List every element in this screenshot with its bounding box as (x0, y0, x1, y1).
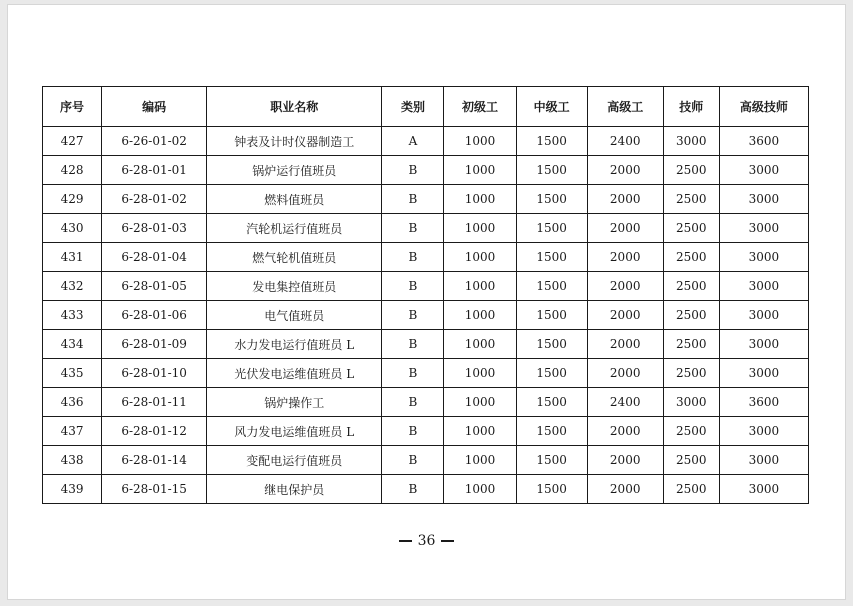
cell-occupation-name: 锅炉操作工 (207, 388, 382, 417)
cell-senior-technician: 3000 (719, 359, 808, 388)
cell-intermediate: 1500 (516, 475, 587, 504)
cell-senior: 2400 (587, 127, 663, 156)
cell-category: B (382, 359, 444, 388)
cell-senior: 2000 (587, 156, 663, 185)
cell-technician: 2500 (663, 272, 719, 301)
cell-code: 6-28-01-10 (102, 359, 207, 388)
cell-technician: 2500 (663, 214, 719, 243)
page-footer (8, 533, 845, 549)
cell-junior: 1000 (444, 156, 516, 185)
cell-category: B (382, 301, 444, 330)
cell-senior-technician: 3000 (719, 214, 808, 243)
cell-occupation-name: 水力发电运行值班员 L (207, 330, 382, 359)
cell-index: 437 (43, 417, 102, 446)
table-row (43, 417, 809, 446)
cell-technician: 3000 (663, 127, 719, 156)
cell-index: 431 (43, 243, 102, 272)
cell-category: B (382, 185, 444, 214)
cell-code: 6-28-01-01 (102, 156, 207, 185)
cell-junior: 1000 (444, 446, 516, 475)
header-senior-technician: 高级技师 (719, 87, 808, 127)
cell-technician: 2500 (663, 330, 719, 359)
cell-technician: 2500 (663, 417, 719, 446)
cell-category: B (382, 156, 444, 185)
cell-index: 430 (43, 214, 102, 243)
cell-senior: 2000 (587, 330, 663, 359)
cell-occupation-name: 光伏发电运维值班员 L (207, 359, 382, 388)
cell-senior: 2000 (587, 417, 663, 446)
cell-category: B (382, 243, 444, 272)
cell-code: 6-28-01-06 (102, 301, 207, 330)
cell-intermediate: 1500 (516, 446, 587, 475)
cell-intermediate: 1500 (516, 359, 587, 388)
cell-category: B (382, 388, 444, 417)
cell-junior: 1000 (444, 359, 516, 388)
cell-code: 6-28-01-14 (102, 446, 207, 475)
table-row (43, 185, 809, 214)
header-index: 序号 (43, 87, 102, 127)
cell-junior: 1000 (444, 417, 516, 446)
cell-junior: 1000 (444, 272, 516, 301)
cell-junior: 1000 (444, 330, 516, 359)
cell-category: B (382, 214, 444, 243)
cell-senior-technician: 3000 (719, 417, 808, 446)
header-occupation-name: 职业名称 (207, 87, 382, 127)
cell-code: 6-28-01-05 (102, 272, 207, 301)
page-number: 36 (417, 533, 436, 549)
cell-senior: 2000 (587, 272, 663, 301)
cell-occupation-name: 锅炉运行值班员 (207, 156, 382, 185)
cell-technician: 2500 (663, 156, 719, 185)
cell-category: B (382, 417, 444, 446)
cell-code: 6-28-01-04 (102, 243, 207, 272)
cell-junior: 1000 (444, 243, 516, 272)
cell-senior: 2000 (587, 475, 663, 504)
cell-intermediate: 1500 (516, 243, 587, 272)
cell-senior: 2000 (587, 301, 663, 330)
cell-junior: 1000 (444, 475, 516, 504)
cell-occupation-name: 变配电运行值班员 (207, 446, 382, 475)
table-row (43, 330, 809, 359)
table-row (43, 475, 809, 504)
cell-code: 6-28-01-03 (102, 214, 207, 243)
cell-technician: 2500 (663, 446, 719, 475)
cell-occupation-name: 发电集控值班员 (207, 272, 382, 301)
header-technician: 技师 (663, 87, 719, 127)
table-row (43, 127, 809, 156)
cell-senior-technician: 3000 (719, 243, 808, 272)
cell-technician: 2500 (663, 301, 719, 330)
cell-senior-technician: 3000 (719, 185, 808, 214)
cell-senior-technician: 3000 (719, 330, 808, 359)
cell-occupation-name: 钟表及计时仪器制造工 (207, 127, 382, 156)
cell-senior: 2000 (587, 185, 663, 214)
cell-junior: 1000 (444, 214, 516, 243)
header-code: 编码 (102, 87, 207, 127)
cell-occupation-name: 电气值班员 (207, 301, 382, 330)
cell-code: 6-26-01-02 (102, 127, 207, 156)
table-header-row (43, 87, 809, 127)
cell-index: 427 (43, 127, 102, 156)
cell-index: 429 (43, 185, 102, 214)
cell-senior-technician: 3000 (719, 446, 808, 475)
table-body (43, 127, 809, 504)
cell-senior: 2000 (587, 359, 663, 388)
cell-technician: 3000 (663, 388, 719, 417)
cell-technician: 2500 (663, 243, 719, 272)
cell-code: 6-28-01-09 (102, 330, 207, 359)
cell-index: 432 (43, 272, 102, 301)
cell-technician: 2500 (663, 359, 719, 388)
cell-junior: 1000 (444, 301, 516, 330)
cell-category: A (382, 127, 444, 156)
cell-occupation-name: 燃气轮机值班员 (207, 243, 382, 272)
footer-dash-left (399, 540, 412, 542)
cell-senior: 2000 (587, 243, 663, 272)
cell-intermediate: 1500 (516, 388, 587, 417)
cell-occupation-name: 风力发电运维值班员 L (207, 417, 382, 446)
cell-index: 428 (43, 156, 102, 185)
cell-senior-technician: 3000 (719, 301, 808, 330)
table-row (43, 156, 809, 185)
cell-intermediate: 1500 (516, 156, 587, 185)
header-junior-worker: 初级工 (444, 87, 516, 127)
table-row (43, 214, 809, 243)
cell-intermediate: 1500 (516, 185, 587, 214)
cell-junior: 1000 (444, 185, 516, 214)
table-row (43, 446, 809, 475)
cell-senior-technician: 3600 (719, 127, 808, 156)
cell-senior-technician: 3000 (719, 272, 808, 301)
cell-code: 6-28-01-15 (102, 475, 207, 504)
cell-senior-technician: 3600 (719, 388, 808, 417)
table-row (43, 388, 809, 417)
cell-senior: 2000 (587, 214, 663, 243)
occupation-table (42, 86, 809, 504)
cell-occupation-name: 继电保护员 (207, 475, 382, 504)
cell-index: 434 (43, 330, 102, 359)
cell-occupation-name: 燃料值班员 (207, 185, 382, 214)
footer-dash-right (441, 540, 454, 542)
cell-intermediate: 1500 (516, 272, 587, 301)
cell-category: B (382, 330, 444, 359)
cell-intermediate: 1500 (516, 301, 587, 330)
cell-junior: 1000 (444, 127, 516, 156)
cell-junior: 1000 (444, 388, 516, 417)
table-row (43, 359, 809, 388)
cell-intermediate: 1500 (516, 214, 587, 243)
cell-index: 433 (43, 301, 102, 330)
cell-index: 439 (43, 475, 102, 504)
header-category: 类别 (382, 87, 444, 127)
cell-technician: 2500 (663, 185, 719, 214)
cell-category: B (382, 475, 444, 504)
cell-occupation-name: 汽轮机运行值班员 (207, 214, 382, 243)
cell-category: B (382, 446, 444, 475)
cell-intermediate: 1500 (516, 330, 587, 359)
cell-code: 6-28-01-02 (102, 185, 207, 214)
cell-technician: 2500 (663, 475, 719, 504)
cell-senior: 2400 (587, 388, 663, 417)
cell-code: 6-28-01-12 (102, 417, 207, 446)
header-intermediate-worker: 中级工 (516, 87, 587, 127)
cell-index: 435 (43, 359, 102, 388)
table-row (43, 243, 809, 272)
cell-intermediate: 1500 (516, 417, 587, 446)
cell-code: 6-28-01-11 (102, 388, 207, 417)
cell-senior: 2000 (587, 446, 663, 475)
table-row (43, 272, 809, 301)
cell-senior-technician: 3000 (719, 156, 808, 185)
table-row (43, 301, 809, 330)
header-senior-worker: 高级工 (587, 87, 663, 127)
cell-index: 436 (43, 388, 102, 417)
document-page (7, 4, 846, 600)
cell-intermediate: 1500 (516, 127, 587, 156)
cell-category: B (382, 272, 444, 301)
cell-senior-technician: 3000 (719, 475, 808, 504)
cell-index: 438 (43, 446, 102, 475)
